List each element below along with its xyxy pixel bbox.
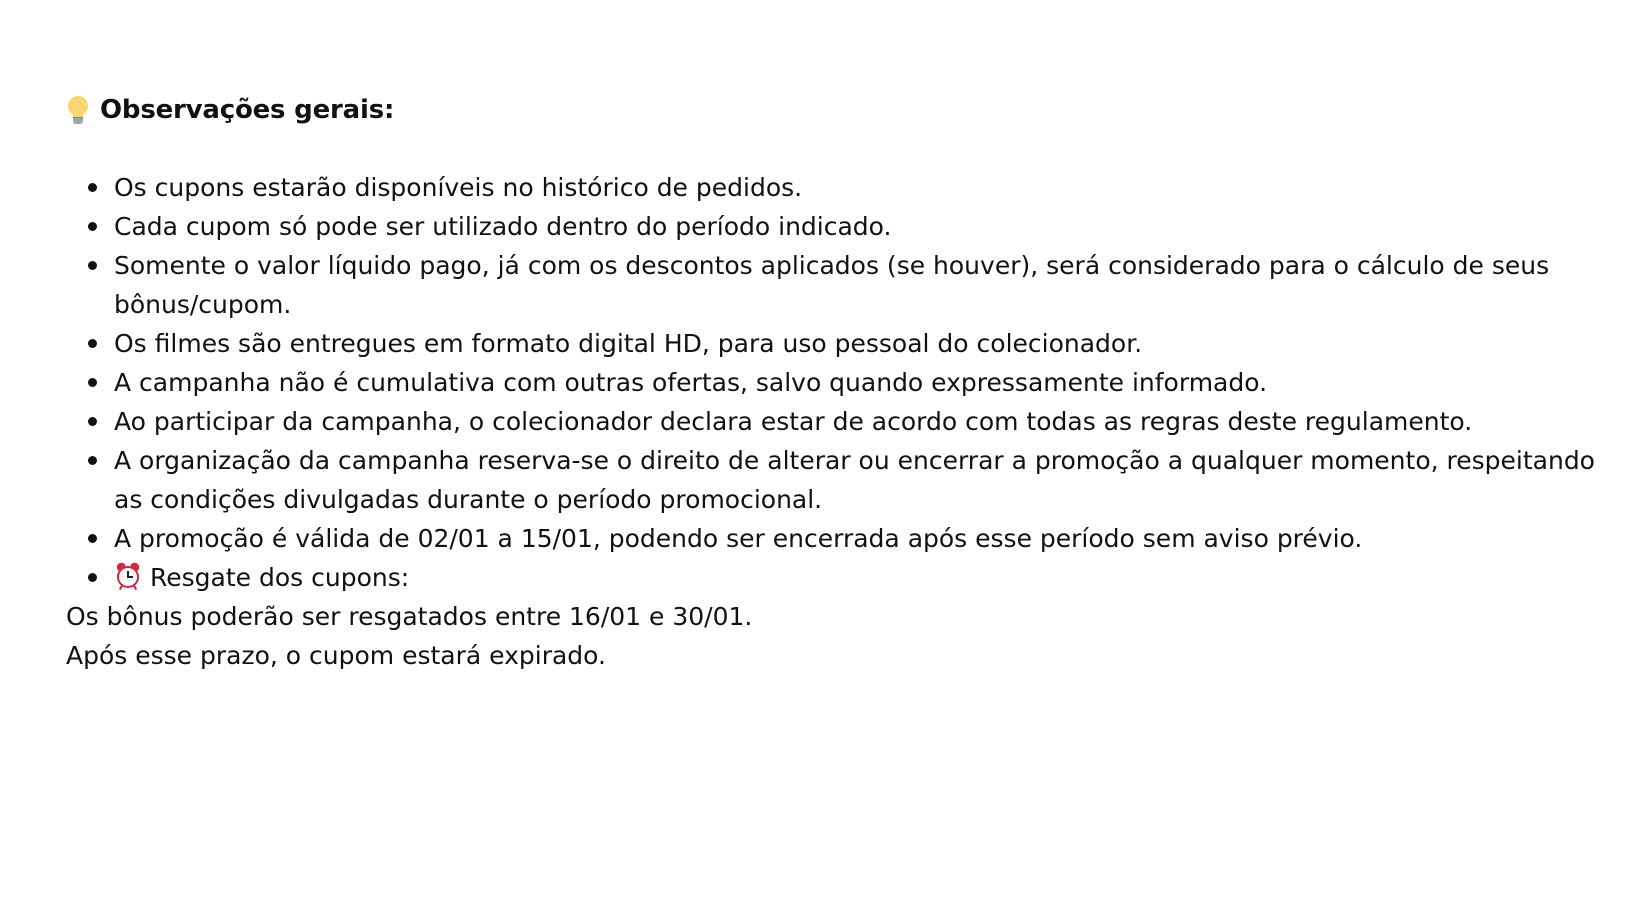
- bullet: [88, 261, 97, 270]
- bullet: [88, 339, 97, 348]
- note-text: A campanha não é cumulativa com outras ofertas, salvo quando expressamente informado.: [114, 368, 1268, 397]
- expiration-text: Após esse prazo, o cupom estará expirado.: [66, 641, 606, 670]
- notes-list: [66, 168, 1614, 597]
- note-text: Os filmes são entregues em formato digital HD, para uso pessoal do colecionador.: [114, 329, 1143, 358]
- bullet: [88, 222, 97, 231]
- redemption-item: [66, 558, 1614, 597]
- note-text: Cada cupom só pode ser utilizado dentro do período indicado.: [114, 212, 892, 241]
- bullet: [88, 534, 97, 543]
- bullet: [88, 183, 97, 192]
- bullet: [88, 456, 97, 465]
- note-text: A promoção é válida de 02/01 a 15/01, podendo ser encerrada após esse período sem aviso prévio.: [114, 524, 1363, 553]
- list-item: [66, 207, 1614, 246]
- section-heading: [66, 90, 1614, 130]
- bullet: [88, 573, 97, 582]
- note-text: Os cupons estarão disponíveis no histórico de pedidos.: [114, 173, 803, 202]
- list-item: [66, 168, 1614, 207]
- section-title: Observações gerais:: [100, 94, 395, 125]
- list-item: [66, 402, 1614, 441]
- list-item: [66, 519, 1614, 558]
- alarm-clock-icon: [114, 562, 142, 590]
- redemption-label: Resgate dos cupons:: [150, 563, 410, 592]
- document-body: [66, 90, 1614, 675]
- note-text: Somente o valor líquido pago, já com os descontos aplicados (se houver), será considerado para o cálculo de seus bônus/cupom.: [114, 251, 1550, 319]
- redemption-period-text: Os bônus poderão ser resgatados entre 16/01 e 30/01.: [66, 602, 753, 631]
- note-text: Ao participar da campanha, o colecionador declara estar de acordo com todas as regras deste regulamento.: [114, 407, 1473, 436]
- lightbulb-icon: [66, 95, 90, 125]
- bullet: [88, 417, 97, 426]
- list-item: [66, 441, 1614, 519]
- list-item: [66, 246, 1614, 324]
- list-item: [66, 363, 1614, 402]
- bullet: [88, 378, 97, 387]
- list-item: [66, 324, 1614, 363]
- note-text: A organização da campanha reserva-se o direito de alterar ou encerrar a promoção a qualquer momento, respeitando as condições divulgadas durante o período promocional.: [114, 446, 1595, 514]
